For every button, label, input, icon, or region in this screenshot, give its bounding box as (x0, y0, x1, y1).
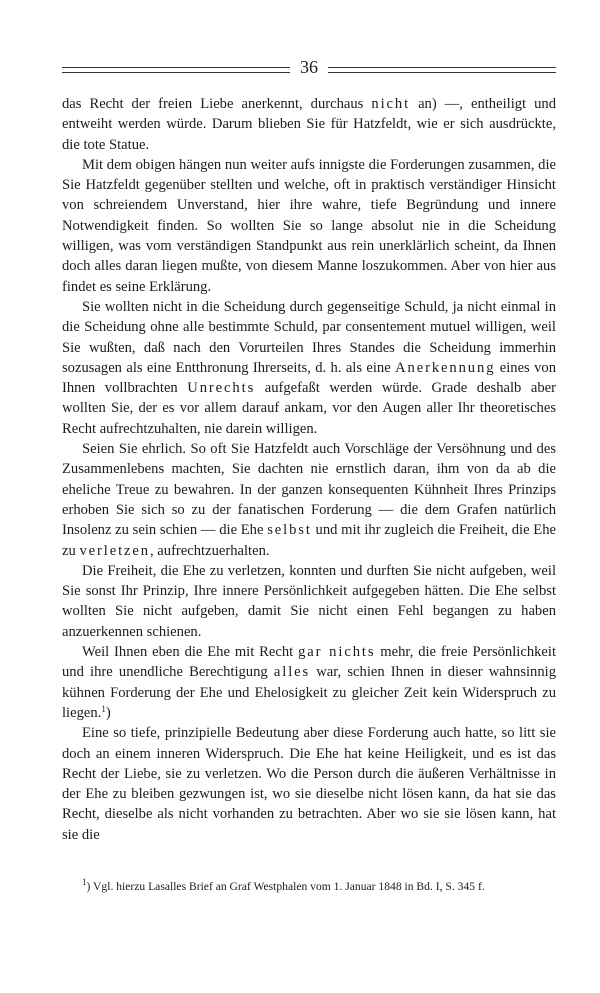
spaced-emphasis: gar nichts (298, 644, 376, 661)
paragraph-4 (62, 439, 556, 561)
footnote-number: 1 (82, 877, 87, 887)
text-run: und mit ihr zugleich die Freiheit, die Ehe zu (62, 522, 556, 559)
text-run: Seien Sie ehrlich. So oft Sie Hatzfeldt auch Vorschläge der Versöhnung und des Zusammenlebens machten, Sie dachten nie ernstlich daran, ihm von da ab die eheliche Treue zu bewahren. In der ganzen konsequenten Kühnheit Ihres Prinzips erhoben Sie sich so zu der fanatischen Forderung — die dem Grafen natürlich Insolenz zu sein schien — die Ehe (62, 441, 556, 539)
text-run: Weil Ihnen eben die Ehe mit Recht (82, 644, 299, 661)
text-run: mehr, die freie Persönlichkeit und ihre unendliche Berechtigung (62, 644, 556, 681)
paragraph-6 (62, 642, 556, 723)
text-run: ) (105, 704, 111, 721)
footnote-text (62, 878, 556, 895)
header-rule-right (328, 67, 556, 73)
paragraph-3 (62, 297, 556, 439)
paragraph-1 (62, 94, 556, 155)
text-run: , aufrechtzuerhalten. (150, 542, 270, 559)
text-run: eines von Ihnen vollbrachten (62, 359, 556, 397)
text-run: an) —, entheiligt und entweiht werden würde. Darum blieben Sie für Hatzfeldt, wie er sich ausdrückte, die tote Statue. (62, 96, 557, 153)
page-number: 36 (300, 57, 318, 77)
spaced-emphasis: selbst (267, 522, 312, 539)
paragraph-2: Mit dem obigen hängen nun weiter aufs innigste die Forderungen zusammen, die Sie Hatzfeldt gegenüber stellten und welche, oft in praktisch verständiger Hinsicht von schreiendem Unverstand, hier ihre wahre, tiefe Begründung und innere Notwendigkeit finden. So wollten Sie so lange absolut nie in die Scheidung willigen, was vom verständigen Standpunkt aus rein unerklärlich scheint, da Ihnen doch alles daran liegen mußte, von diesem Manne loszukommen. Aber von hier aus findet es seine Erklärung. (62, 156, 556, 295)
text-run: aufgefaßt werden würde. Grade deshalb aber wollten Sie, der es vor allem darauf ankam, vor den Augen aller Ihr theoretisches Recht aufrechtzuhalten, nie darein willigen. (62, 380, 556, 437)
spaced-emphasis: Unrechts (187, 380, 256, 397)
body-text (62, 94, 556, 845)
text-run: Sie wollten nicht in die Scheidung durch gegenseitige Schuld, ja nicht einmal in die Scheidung ohne alle bestimmte Schuld, par consentement mutuel willigen, weil Sie wußten, daß nach den Vorurteilen Ihres Standes die Scheidung immerhin sozusagen als eine Entthronung Ihrerseits, d. h. als eine (62, 298, 556, 376)
spaced-emphasis: nicht (371, 96, 411, 112)
footnote (62, 878, 556, 895)
footnote-marker: 1 (101, 703, 106, 714)
page-header (62, 58, 556, 82)
text-run: das Recht der freien Liebe anerkennt, durchaus (62, 96, 372, 112)
spaced-emphasis: alles (273, 664, 311, 681)
spaced-emphasis: Anerkennung (395, 359, 496, 376)
spaced-emphasis: verletzen (79, 542, 150, 559)
text-run: war, schien Ihnen in dieser wahnsinnig kühnen Forderung der Ehe und Ehelosigkeit zu gleicher Zeit kein Widerspruch zu liegen. (62, 664, 557, 721)
paragraph-5: Die Freiheit, die Ehe zu verletzen, konnten und durften Sie nicht aufgeben, weil Sie sonst Ihr Prinzip, Ihre innere Persönlichkeit aufgegeben hätten. Die Ehe selbst wollten Sie nicht aufgeben, damit Sie nicht einen Fehl begangen zu haben anzuerkennen schienen. (62, 562, 556, 640)
paragraph-7: Eine so tiefe, prinzipielle Bedeutung aber diese Forderung auch hatte, so litt sie doch an einem inneren Widerspruch. Die Ehe hat keine Heiligkeit, und es ist das Recht der Liebe, sie zu verletzen. Wo die Person durch die äußeren Verhältnisse in der Ehe zu bleiben gezwungen ist, wo sie dieselbe nicht lösen kann, da hat sie das Recht, dieselbe als nicht vorhanden zu betrachten. Aber wo sie sie lösen kann, hat sie die (62, 725, 556, 843)
header-rule-left (62, 67, 290, 73)
footnote-body: ) Vgl. hierzu Lasalles Brief an Graf Westphalen vom 1. Januar 1848 in Bd. I, S. 345 f. (86, 880, 485, 893)
